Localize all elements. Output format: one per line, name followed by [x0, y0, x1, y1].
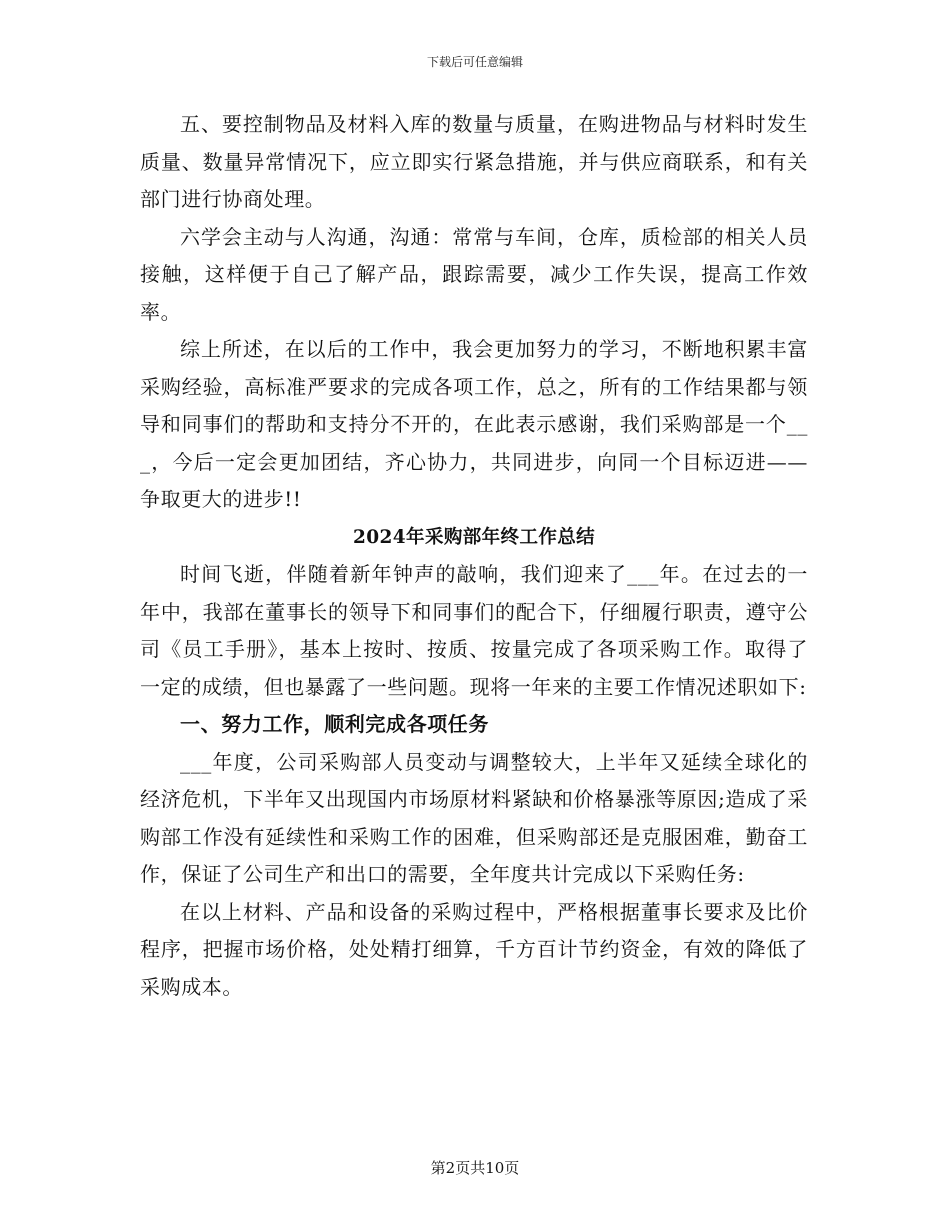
paragraph-section-2: 在以上材料、产品和设备的采购过程中，严格根据董事长要求及比价程序，把握市场价格，处处精打细算，千方百计节约资金，有效的降低了采购成本。 [140, 899, 808, 999]
document-body [140, 106, 808, 1006]
paragraph-section-1: ___年度，公司采购部人员变动与调整较大，上半年又延续全球化的经济危机，下半年又出现国内市场原材料紧缺和价格暴涨等原因;造成了采购部工作没有延续性和采购工作的困难，但采购部还是克服困难，勤奋工作，保证了公司生产和出口的需要，全年度共计完成以下采购任务: [140, 749, 808, 886]
page-footer: 第2页共10页 [430, 1159, 520, 1177]
page-header: 下载后可任意编辑 [426, 55, 523, 69]
paragraph-summary: 综上所述，在以后的工作中，我会更加努力的学习，不断地积累丰富采购经验，高标准严要求的完成各项工作，总之，所有的工作结果都与领导和同事们的帮助和支持分不开的，在此表示感谢，我们采购部是一个___，今后一定会更加团结，齐心协力，共同进步，向同一个目标迈进——争取更大的进步!! [140, 337, 808, 511]
paragraph-item-6: 六学会主动与人沟通，沟通：常常与车间，仓库，质检部的相关人员接触，这样便于自己了解产品，跟踪需要，减少工作失误，提高工作效率。 [140, 224, 808, 324]
document-title: 2024年采购部年终工作总结 [352, 526, 596, 548]
section-heading: 一、努力工作，顺利完成各项任务 [180, 712, 489, 736]
paragraph-item-5: 五、要控制物品及材料入库的数量与质量，在购进物品与材料时发生质量、数量异常情况下，应立即实行紧急措施，并与供应商联系，和有关部门进行协商处理。 [140, 112, 808, 211]
paragraph-intro: 时间飞逝，伴随着新年钟声的敲响，我们迎来了___年。在过去的一年中，我部在董事长的领导下和同事们的配合下，仔细履行职责，遵守公司《员工手册》，基本上按时、按质、按量完成了各项采购工作。取得了一定的成绩，但也暴露了一些问题。现将一年来的主要工作情况述职如下: [140, 562, 808, 699]
